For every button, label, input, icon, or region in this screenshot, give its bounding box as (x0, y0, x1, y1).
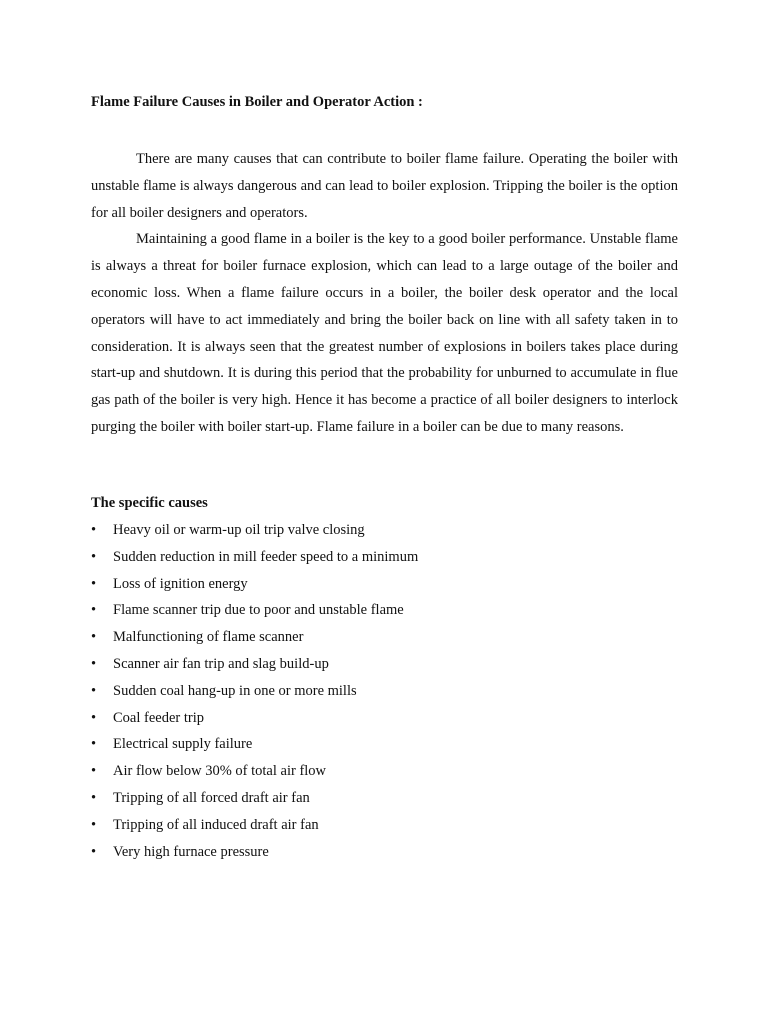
list-item-text: Malfunctioning of flame scanner (113, 629, 304, 646)
list-item-text: Sudden reduction in mill feeder speed to a minimum (113, 548, 419, 565)
list-item (91, 812, 418, 839)
list-item-text: Tripping of all forced draft air fan (113, 789, 310, 806)
list-item-text: Scanner air fan trip and slag build-up (113, 655, 329, 672)
list-item-text: Sudden coal hang-up in one or more mills (113, 682, 357, 699)
list-item (91, 678, 418, 705)
list-item-text: Heavy oil or warm-up oil trip valve closing (113, 522, 365, 538)
list-item (91, 517, 418, 544)
list-item (91, 758, 418, 785)
list-item-text: Flame scanner trip due to poor and unstable flame (113, 602, 404, 619)
list-item (91, 731, 418, 758)
list-item-text: Electrical supply failure (113, 736, 253, 753)
list-item-text: Loss of ignition energy (113, 575, 248, 592)
body-paragraph-2: Maintaining a good flame in a boiler is the key to a good boiler performance. Unstable flame is always a threat for boiler furnace explosion, which can lead to a large outage of the boiler and economic loss. When a flame failure occurs in a boiler, the boiler desk operator and the local operators will have to act immediately and bring the boiler back on line with all safety taken in to consideration. It is always seen that the greatest number of explosions in boilers takes place during start-up and shutdown. It is during this period that the probability for unburned to accumulate in flue gas path of the boiler is very high. Hence it has become a practice of all boiler designers to interlock purging the boiler with boiler start-up. Flame failure in a boiler can be due to many reasons. (91, 231, 678, 435)
list-item-text: Very high furnace pressure (113, 843, 269, 860)
list-item (91, 839, 418, 866)
list-item (91, 571, 418, 598)
bullet-icon: • (91, 602, 97, 619)
bullet-icon: • (91, 575, 97, 592)
list-item-text: Tripping of all induced draft air fan (113, 816, 319, 833)
list-item (91, 624, 418, 651)
document-title: Flame Failure Causes in Boiler and Operator Action : (91, 94, 423, 110)
bullet-icon: • (91, 789, 97, 806)
bullet-icon: • (91, 655, 97, 672)
bullet-icon: • (91, 709, 97, 726)
list-item (91, 785, 418, 812)
list-item (91, 651, 418, 678)
bullet-icon: • (91, 629, 97, 646)
list-item-text: Air flow below 30% of total air flow (113, 763, 327, 780)
bullet-icon: • (91, 763, 97, 780)
bullet-icon: • (91, 548, 97, 565)
bullet-icon: • (91, 522, 97, 538)
body-paragraph-1: There are many causes that can contribute to boiler flame failure. Operating the boiler with unstable flame is always dangerous and can lead to boiler explosion. Tripping the boiler is the option for all boiler designers and operators. (91, 151, 678, 221)
bullet-icon: • (91, 816, 97, 833)
document-body (91, 146, 678, 441)
list-item-text: Coal feeder trip (113, 709, 204, 726)
causes-heading: The specific causes (91, 495, 208, 511)
causes-list (91, 517, 418, 865)
bullet-icon: • (91, 682, 97, 699)
list-item (91, 705, 418, 732)
bullet-icon: • (91, 843, 97, 860)
list-item (91, 597, 418, 624)
list-item (91, 544, 418, 571)
bullet-icon: • (91, 736, 97, 753)
